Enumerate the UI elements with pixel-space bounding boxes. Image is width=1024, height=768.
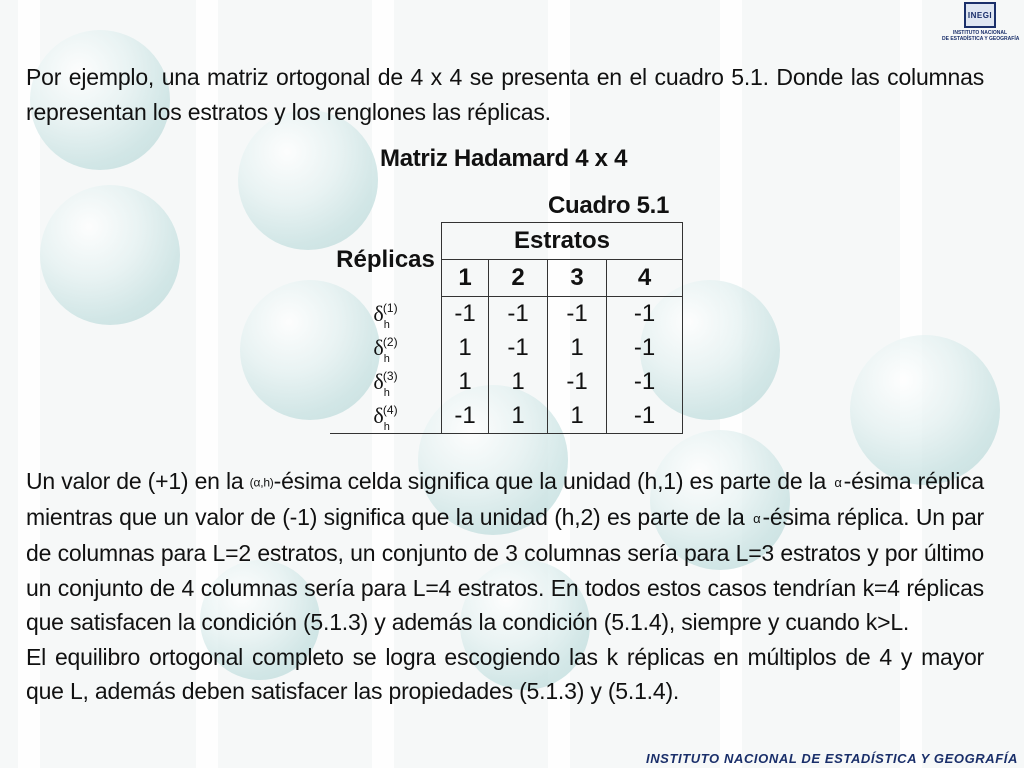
logo-line2: DE ESTADÍSTICA Y GEOGRAFÍA xyxy=(942,36,1020,42)
hadamard-table xyxy=(330,222,683,434)
table-cell: -1 xyxy=(607,399,683,434)
table-cell: -1 xyxy=(548,297,607,332)
column-header: 2 xyxy=(489,260,548,297)
column-header: 1 xyxy=(442,260,489,297)
table-row xyxy=(330,365,683,399)
table-cell: -1 xyxy=(489,297,548,332)
table-cell: 1 xyxy=(442,365,489,399)
table-cell: 1 xyxy=(489,399,548,434)
explanation-paragraph: Un valor de (+1) en la (α,h)-ésima celda significa que la unidad (h,1) es parte de la α-ésima réplica mientras que un valor de (-1) significa que la unidad (h,2) es parte de la α-ésima réplica. Un par de columnas para L=2 estratos, un conjunto de 3 columnas sería para L=3 estratos y por último un conjunto de 4 columnas sería para L=4 estratos. En todos estos casos tendrían k=4 réplicas que satisfacen la condición (5.1.3) y además la condición (5.1.4), siempre y cuando k>L. El equilibro ortogonal completo se logra escogiendo las k réplicas en múltiplos de 4 y mayor que L, además deben satisfacer las propiedades (5.1.3) y (5.1.4). xyxy=(26,464,984,709)
conclusion-paragraph: El equilibro ortogonal completo se logra escogiendo las k réplicas en múltiplos de 4 y mayor que L, además deben satisfacer las propiedades (5.1.3) y (5.1.4). xyxy=(26,643,984,705)
table-cell: 1 xyxy=(489,365,548,399)
table-cell: 1 xyxy=(442,331,489,365)
replicas-header: Réplicas xyxy=(330,223,442,297)
table-title: Matriz Hadamard 4 x 4 xyxy=(380,145,628,172)
table-cell: -1 xyxy=(607,331,683,365)
inegi-logo xyxy=(942,2,1018,48)
table-cell: -1 xyxy=(489,331,548,365)
table-cell: 1 xyxy=(548,399,607,434)
strata-header: Estratos xyxy=(442,223,683,260)
table-row xyxy=(330,331,683,365)
table-row xyxy=(330,399,683,434)
replica-label: $\delta_h^{(3)}$ xyxy=(330,365,442,399)
column-header: 4 xyxy=(607,260,683,297)
alpha-symbol: α xyxy=(834,474,842,490)
column-header: 3 xyxy=(548,260,607,297)
alpha-symbol: α xyxy=(753,510,761,526)
replica-label: $\delta_h^{(2)}$ xyxy=(330,331,442,365)
intro-paragraph: Por ejemplo, una matriz ortogonal de 4 x 4 se presenta en el cuadro 5.1. Donde las columnas representan los estratos y los renglones las réplicas. xyxy=(26,64,984,125)
table-cell: -1 xyxy=(548,365,607,399)
table-cell: -1 xyxy=(442,399,489,434)
logo-emblem xyxy=(964,2,996,28)
table-cell: -1 xyxy=(607,297,683,332)
replica-label: $\delta_h^{(4)}$ xyxy=(330,399,442,434)
table-cell: -1 xyxy=(607,365,683,399)
logo-acronym: INEGI xyxy=(967,10,993,20)
cell-reference: (α,h) xyxy=(249,475,274,490)
table-row xyxy=(330,297,683,332)
footer-institution: INSTITUTO NACIONAL DE ESTADÍSTICA Y GEOGRAFÍA xyxy=(645,751,1018,766)
table-cell: 1 xyxy=(548,331,607,365)
replica-label: $\delta_h^{(1)}$ xyxy=(330,297,442,332)
table-cell: -1 xyxy=(442,297,489,332)
logo-line1: INSTITUTO NACIONAL xyxy=(952,30,1008,36)
table-number: Cuadro 5.1 xyxy=(548,192,670,219)
